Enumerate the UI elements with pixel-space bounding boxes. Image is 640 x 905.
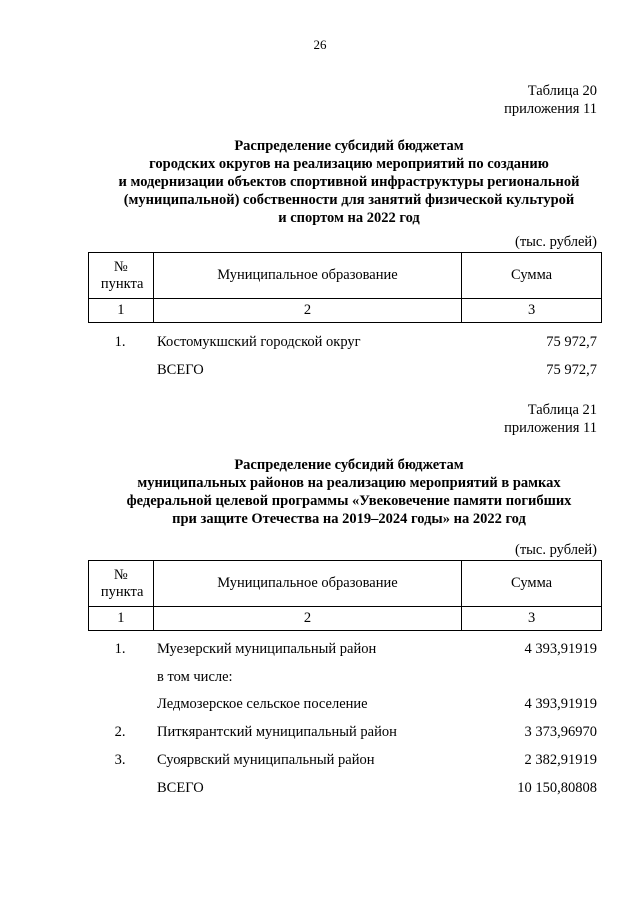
row-num: 1.	[114, 641, 126, 657]
table20-title	[60, 137, 638, 227]
table-row	[0, 641, 640, 661]
header-num-cell	[89, 253, 154, 299]
table-row	[0, 334, 640, 354]
row-value: 10 150,80808	[517, 780, 597, 796]
row-num: 2.	[114, 724, 126, 740]
row-name: ВСЕГО	[157, 780, 204, 796]
row-value: 2 382,91919	[524, 752, 597, 768]
row-num: 3.	[114, 752, 126, 768]
table21-reference	[504, 401, 597, 437]
header-name-cell: Муниципальное образование	[153, 561, 461, 607]
table-row-total	[0, 780, 640, 800]
row-value: 4 393,91919	[524, 696, 597, 712]
row-name: ВСЕГО	[157, 362, 204, 378]
header-num-cell	[89, 561, 154, 607]
row-name: в том числе:	[157, 669, 233, 685]
column-number: 1	[89, 607, 154, 631]
table20-ref-line2: приложения 11	[504, 101, 597, 117]
table-row	[0, 724, 640, 744]
table21-ref-line2: приложения 11	[504, 420, 597, 436]
table-row	[0, 696, 640, 716]
table-row-subheading	[0, 669, 640, 689]
header-num-label: № пункта	[100, 566, 144, 600]
column-number: 3	[462, 299, 602, 323]
column-number: 2	[153, 607, 461, 631]
table-row-total	[0, 362, 640, 382]
header-sum-cell: Сумма	[462, 561, 602, 607]
page-number: 26	[313, 37, 327, 52]
table20-title-line: Распределение субсидий бюджетам	[234, 138, 464, 154]
column-number: 2	[153, 299, 461, 323]
table-row	[0, 752, 640, 772]
row-name: Питкярантский муниципальный район	[157, 724, 397, 740]
table21-title-line: при защите Отечества на 2019–2024 годы» на 2022 год	[172, 511, 526, 527]
header-sum-cell: Сумма	[462, 253, 602, 299]
table20-unit: (тыс. рублей)	[515, 234, 597, 250]
row-value: 4 393,91919	[524, 641, 597, 657]
table20-ref-line1: Таблица 20	[527, 83, 597, 99]
column-number: 1	[89, 299, 154, 323]
row-name: Ледмозерское сельское поселение	[157, 696, 368, 712]
header-name-cell: Муниципальное образование	[153, 253, 461, 299]
row-value: 3 373,96970	[524, 724, 597, 740]
table21-header	[88, 560, 602, 631]
table20-title-line: (муниципальной) собственности для занятий физической культурой	[123, 192, 575, 208]
row-value: 75 972,7	[546, 334, 597, 350]
table20-title-line: и модернизации объектов спортивной инфраструктуры региональной	[118, 174, 580, 190]
row-name: Муезерский муниципальный район	[157, 641, 377, 657]
table21-title-line: Распределение субсидий бюджетам	[234, 457, 464, 473]
table20-title-line: и спортом на 2022 год	[278, 210, 420, 226]
table21-unit: (тыс. рублей)	[515, 542, 597, 558]
table20-reference	[504, 82, 597, 118]
column-number: 3	[462, 607, 602, 631]
table20-title-line: городских округов на реализацию мероприятий по созданию	[149, 156, 549, 172]
header-num-label: № пункта	[100, 258, 144, 292]
row-name: Суоярвский муниципальный район	[157, 752, 375, 768]
table21-title	[60, 456, 638, 528]
table21-title-line: федеральной целевой программы «Увековечение памяти погибших	[126, 493, 572, 509]
table21-title-line: муниципальных районов на реализацию мероприятий в рамках	[137, 475, 561, 491]
row-value: 75 972,7	[546, 362, 597, 378]
row-num: 1.	[114, 334, 126, 350]
table20-header	[88, 252, 602, 323]
row-name: Костомукшский городской округ	[157, 334, 361, 350]
table21-ref-line1: Таблица 21	[527, 402, 597, 418]
